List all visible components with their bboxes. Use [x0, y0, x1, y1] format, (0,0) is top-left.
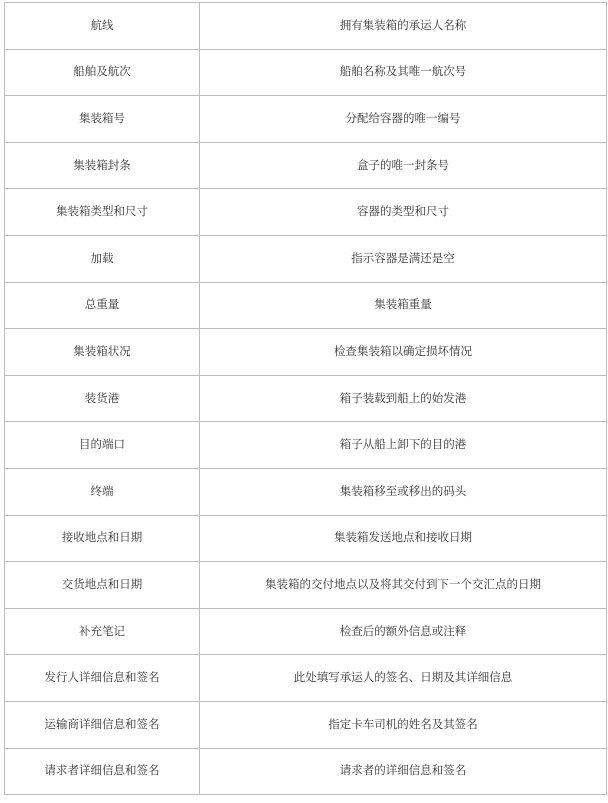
- field-description-cell: 拥有集装箱的承运人名称: [200, 3, 607, 50]
- field-name-cell: 加载: [5, 235, 200, 282]
- field-name-cell: 航线: [5, 3, 200, 50]
- field-name-cell: 运输商详细信息和签名: [5, 701, 200, 748]
- table-row: [5, 96, 607, 143]
- field-description-cell: 集装箱发送地点和接收日期: [200, 515, 607, 562]
- table-row: [5, 608, 607, 655]
- field-name-cell: 集装箱号: [5, 96, 200, 143]
- table-row: [5, 422, 607, 469]
- field-description-cell: 此处填写承运人的签名、日期及其详细信息: [200, 655, 607, 702]
- table-row: [5, 329, 607, 376]
- field-name-cell: 终端: [5, 468, 200, 515]
- field-description-cell: 检查集装箱以确定损坏情况: [200, 329, 607, 376]
- field-name-cell: 补充笔记: [5, 608, 200, 655]
- field-description-cell: 请求者的详细信息和签名: [200, 748, 607, 795]
- container-fields-table: [4, 2, 607, 795]
- field-description-cell: 箱子从船上卸下的目的港: [200, 422, 607, 469]
- table-row: [5, 189, 607, 236]
- table-row: [5, 142, 607, 189]
- field-name-cell: 目的端口: [5, 422, 200, 469]
- table-row: [5, 562, 607, 609]
- table-row: [5, 655, 607, 702]
- field-name-cell: 集装箱类型和尺寸: [5, 189, 200, 236]
- field-description-cell: 盒子的唯一封条号: [200, 142, 607, 189]
- field-name-cell: 装货港: [5, 375, 200, 422]
- field-name-cell: 集装箱封条: [5, 142, 200, 189]
- field-name-cell: 发行人详细信息和签名: [5, 655, 200, 702]
- field-description-cell: 容器的类型和尺寸: [200, 189, 607, 236]
- field-name-cell: 接收地点和日期: [5, 515, 200, 562]
- field-name-cell: 船舶及航次: [5, 49, 200, 96]
- field-name-cell: 请求者详细信息和签名: [5, 748, 200, 795]
- table-row: [5, 515, 607, 562]
- field-description-cell: 指示容器是满还是空: [200, 235, 607, 282]
- table-row: [5, 375, 607, 422]
- table-row: [5, 235, 607, 282]
- table-row: [5, 748, 607, 795]
- field-description-cell: 集装箱重量: [200, 282, 607, 329]
- table-row: [5, 3, 607, 50]
- field-description-cell: 船舶名称及其唯一航次号: [200, 49, 607, 96]
- field-description-cell: 集装箱移至或移出的码头: [200, 468, 607, 515]
- field-description-cell: 箱子装载到船上的始发港: [200, 375, 607, 422]
- table-row: [5, 282, 607, 329]
- field-description-cell: 检查后的额外信息或注释: [200, 608, 607, 655]
- table-row: [5, 468, 607, 515]
- field-name-cell: 交货地点和日期: [5, 562, 200, 609]
- table-row: [5, 49, 607, 96]
- table-row: [5, 701, 607, 748]
- field-description-cell: 分配给容器的唯一编号: [200, 96, 607, 143]
- field-name-cell: 集装箱状况: [5, 329, 200, 376]
- field-description-cell: 指定卡车司机的姓名及其签名: [200, 701, 607, 748]
- field-description-cell: 集装箱的交付地点以及将其交付到下一个交汇点的日期: [200, 562, 607, 609]
- field-name-cell: 总重量: [5, 282, 200, 329]
